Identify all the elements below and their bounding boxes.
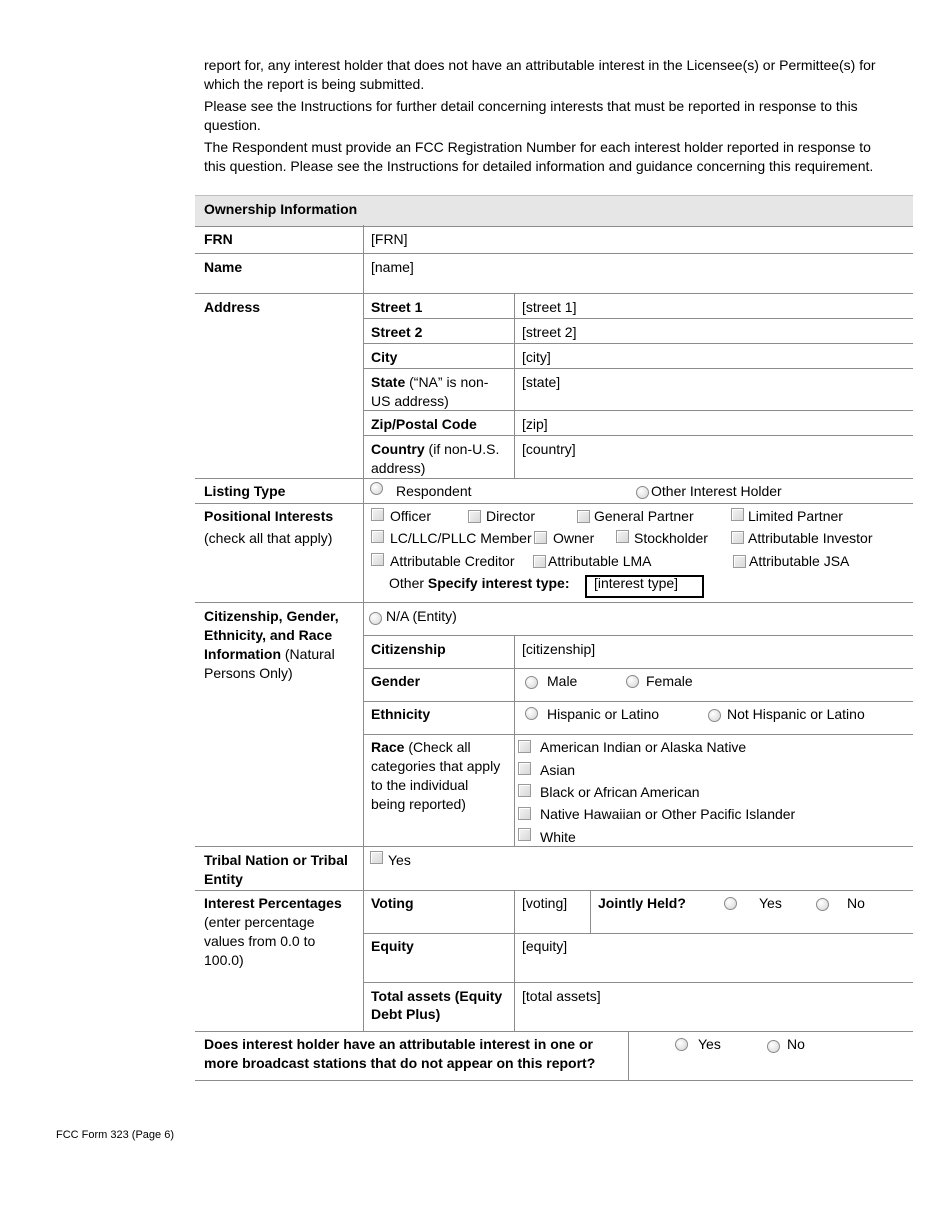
- general-partner-checkbox[interactable]: [577, 510, 590, 523]
- respondent-label: Respondent: [396, 483, 472, 499]
- intro-paragraph-2: Please see the Instructions for further detail concerning interests that must be reported in response to this question.: [204, 98, 858, 133]
- citizenship-section-line-1: Citizenship, Gender,: [204, 608, 339, 624]
- stockholder-checkbox[interactable]: [616, 530, 629, 543]
- respondent-radio[interactable]: [370, 482, 383, 495]
- attributable-investor-checkbox[interactable]: [731, 531, 744, 544]
- state-label-text: State: [371, 374, 406, 390]
- state-field[interactable]: [state]: [522, 374, 561, 390]
- specify-label: Specify interest type:: [427, 575, 570, 591]
- intro-paragraph-1: report for, any interest holder that does not have an attributable interest in the Licensee(s) or Permittee(s) for which the report is being submitted.: [204, 57, 876, 92]
- hispanic-label: Hispanic or Latino: [547, 706, 660, 722]
- interest-note-2: values from 0.0 to: [204, 933, 316, 949]
- country-label-text: Country: [371, 441, 425, 457]
- city-field[interactable]: [city]: [522, 349, 551, 365]
- question-no-label: No: [787, 1036, 805, 1052]
- owner-checkbox[interactable]: [534, 531, 547, 544]
- race-checkbox-native-hawaiian[interactable]: [518, 807, 531, 820]
- attributable-creditor-checkbox[interactable]: [371, 553, 384, 566]
- female-radio[interactable]: [626, 675, 639, 688]
- state-label: [371, 373, 488, 392]
- citizenship-section-information: Information: [204, 646, 281, 662]
- state-note-1: (“NA” is non-: [405, 374, 489, 390]
- attributable-creditor-label: Attributable Creditor: [390, 553, 515, 569]
- race-white-label: White: [540, 829, 576, 845]
- other-label: Other: [389, 575, 425, 591]
- intro-text: [204, 56, 894, 176]
- limited-partner-checkbox[interactable]: [731, 508, 744, 521]
- tribal-yes-label: Yes: [388, 852, 411, 868]
- interest-note-1: (enter percentage: [204, 914, 315, 930]
- citizenship-section-line-4: Persons Only): [204, 665, 293, 681]
- positional-interests-label: Positional Interests: [204, 508, 334, 524]
- jointly-held-label: Jointly Held?: [598, 895, 686, 911]
- not-hispanic-radio[interactable]: [708, 709, 721, 722]
- frn-label: FRN: [204, 231, 233, 247]
- jointly-yes-radio[interactable]: [724, 897, 737, 910]
- voting-field[interactable]: [voting]: [522, 895, 568, 911]
- limited-partner-label: Limited Partner: [748, 508, 843, 524]
- citizenship-section-natural: (Natural: [281, 646, 335, 662]
- na-entity-radio[interactable]: [369, 612, 382, 625]
- member-checkbox[interactable]: [371, 530, 384, 543]
- citizenship-label: Citizenship: [371, 641, 446, 657]
- section-title: Ownership Information: [204, 201, 358, 217]
- country-label: [371, 440, 499, 459]
- page-footer: FCC Form 323 (Page 6): [56, 1129, 174, 1141]
- total-assets-label-1: Total assets (Equity: [371, 988, 503, 1004]
- citizenship-section-line-3: [204, 645, 335, 664]
- attributable-lma-checkbox[interactable]: [533, 555, 546, 568]
- question-line-2: more broadcast stations that do not appear on this report?: [204, 1055, 596, 1071]
- race-black-label: Black or African American: [540, 784, 700, 800]
- equity-label: Equity: [371, 938, 414, 954]
- voting-label: Voting: [371, 895, 414, 911]
- interest-percentages-label: Interest Percentages: [204, 895, 342, 911]
- jointly-yes-label: Yes: [759, 895, 782, 911]
- race-checkbox-black[interactable]: [518, 784, 531, 797]
- race-label: [371, 738, 471, 757]
- state-note-2: US address): [371, 393, 449, 409]
- not-hispanic-label: Not Hispanic or Latino: [727, 706, 865, 722]
- race-asian-label: Asian: [540, 762, 576, 778]
- citizenship-section-line-2: Ethnicity, and Race: [204, 627, 333, 643]
- jointly-no-label: No: [847, 895, 865, 911]
- street1-label: Street 1: [371, 299, 423, 315]
- question-yes-label: Yes: [698, 1036, 721, 1052]
- country-note-1: (if non-U.S.: [424, 441, 500, 457]
- director-checkbox[interactable]: [468, 510, 481, 523]
- tribal-yes-checkbox[interactable]: [370, 851, 383, 864]
- member-label: LC/LLC/PLLC Member: [390, 530, 532, 546]
- interest-type-field[interactable]: [interest type]: [594, 575, 679, 591]
- jointly-no-radio[interactable]: [816, 898, 829, 911]
- address-label: Address: [204, 299, 261, 315]
- question-line-1: Does interest holder have an attributable interest in one or: [204, 1036, 593, 1052]
- country-note-2: address): [371, 460, 426, 476]
- race-note-3: to the individual: [371, 777, 469, 793]
- tribal-label-line-1: Tribal Nation or Tribal: [204, 852, 348, 868]
- other-interest-holder-radio[interactable]: [636, 486, 649, 499]
- listing-type-label: Listing Type: [204, 483, 286, 499]
- stockholder-label: Stockholder: [634, 530, 708, 546]
- officer-label: Officer: [390, 508, 431, 524]
- ethnicity-label: Ethnicity: [371, 706, 431, 722]
- attributable-jsa-label: Attributable JSA: [749, 553, 850, 569]
- general-partner-label: General Partner: [594, 508, 694, 524]
- race-note-2: categories that apply: [371, 758, 501, 774]
- race-note-1: (Check all: [404, 739, 471, 755]
- equity-field[interactable]: [equity]: [522, 938, 568, 954]
- name-field[interactable]: [name]: [371, 259, 414, 275]
- gender-label: Gender: [371, 673, 421, 689]
- question-yes-radio[interactable]: [675, 1038, 688, 1051]
- owner-label: Owner: [553, 530, 595, 546]
- street2-label: Street 2: [371, 324, 423, 340]
- other-specify-label: [389, 574, 570, 593]
- street2-field[interactable]: [street 2]: [522, 324, 577, 340]
- zip-label: Zip/Postal Code: [371, 416, 477, 432]
- city-label: City: [371, 349, 398, 365]
- question-no-radio[interactable]: [767, 1040, 780, 1053]
- total-assets-label-2: Debt Plus): [371, 1006, 441, 1022]
- other-interest-holder-label: Other Interest Holder: [651, 483, 782, 499]
- race-checkbox-asian[interactable]: [518, 762, 531, 775]
- country-field[interactable]: [country]: [522, 441, 576, 457]
- citizenship-field[interactable]: [citizenship]: [522, 641, 596, 657]
- male-radio[interactable]: [525, 676, 538, 689]
- na-entity-label: N/A (Entity): [386, 608, 457, 624]
- race-american-indian-label: American Indian or Alaska Native: [540, 739, 747, 755]
- officer-checkbox[interactable]: [371, 508, 384, 521]
- male-label: Male: [547, 673, 578, 689]
- tribal-label-line-2: Entity: [204, 871, 243, 887]
- race-checkbox-american-indian[interactable]: [518, 740, 531, 753]
- interest-note-3: 100.0): [204, 952, 244, 968]
- race-native-hawaiian-label: Native Hawaiian or Other Pacific Islander: [540, 806, 796, 822]
- intro-paragraph-3: The Respondent must provide an FCC Registration Number for each interest holder reported in response to this question. Please see the Instructions for detailed information and guidance concerning this requirement.: [204, 139, 874, 174]
- female-label: Female: [646, 673, 693, 689]
- hispanic-radio[interactable]: [525, 707, 538, 720]
- race-checkbox-white[interactable]: [518, 828, 531, 841]
- attributable-investor-label: Attributable Investor: [748, 530, 873, 546]
- race-note-4: being reported): [371, 796, 466, 812]
- positional-interests-note: (check all that apply): [204, 530, 333, 546]
- street1-field[interactable]: [street 1]: [522, 299, 577, 315]
- total-assets-field[interactable]: [total assets]: [522, 988, 601, 1004]
- name-label: Name: [204, 259, 243, 275]
- frn-field[interactable]: [FRN]: [371, 231, 408, 247]
- zip-field[interactable]: [zip]: [522, 416, 548, 432]
- director-label: Director: [486, 508, 536, 524]
- attributable-jsa-checkbox[interactable]: [733, 555, 746, 568]
- race-label-text: Race: [371, 739, 405, 755]
- attributable-lma-label: Attributable LMA: [548, 553, 652, 569]
